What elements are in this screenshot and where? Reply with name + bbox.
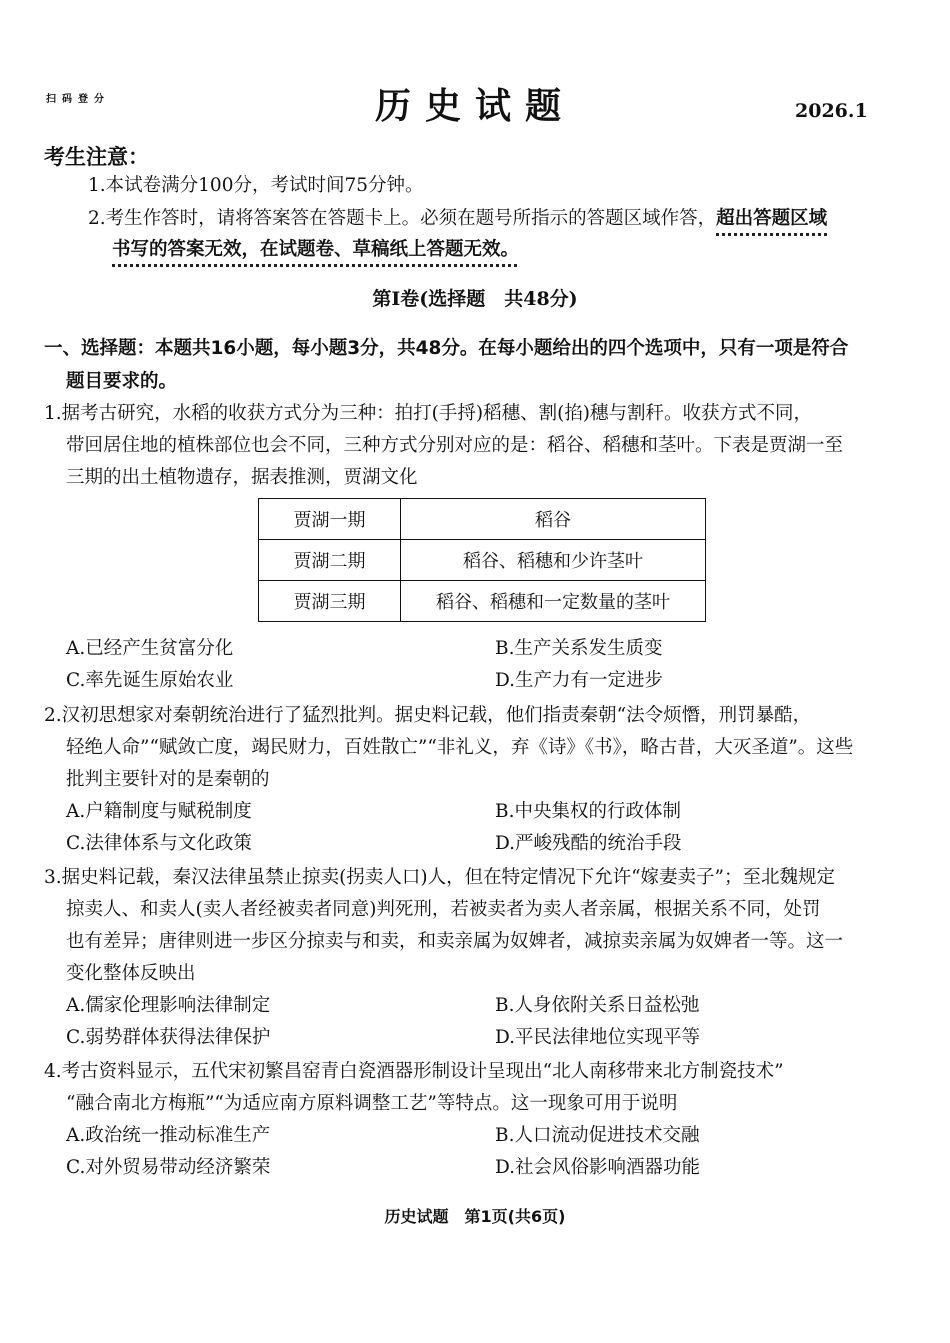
q4-stem-line-2: “融合南北方梅瓶”“为适应南方原料调整工艺”等特点。这一现象可用于说明 (66, 1093, 678, 1114)
notice-item-2-emphasis-b: 书写的答案无效，在试题卷、草稿纸上答题无效。 (112, 239, 520, 260)
section-title: 第Ⅰ卷(选择题 共48分) (372, 288, 578, 310)
q3-option-c: C.弱势群体获得法律保护 (66, 1027, 271, 1048)
page-footer: 历史试题 第1页(共6页) (384, 1207, 566, 1226)
notice-item-2 (88, 203, 827, 234)
page-title: 历史试题 (374, 85, 575, 127)
table-cell-remains: 稻谷 (401, 499, 706, 540)
q4-option-d: D.社会风俗影响酒器功能 (495, 1157, 701, 1178)
instructions-line-2: 题目要求的。 (66, 371, 178, 392)
table-row (259, 499, 706, 540)
q3-stem-line-4: 变化整体反映出 (66, 963, 196, 984)
table-cell-period: 贾湖三期 (259, 581, 401, 622)
notice-item-2-text: 2.考生作答时，请将答案答在答题卡上。必须在题号所指示的答题区域作答， (88, 208, 717, 229)
q2-stem-line-1: 2.汉初思想家对秦朝统治进行了猛烈批判。据史料记载，他们指责秦朝“法令烦憯，刑罚暴酷， (44, 705, 812, 726)
instructions-line-1: 一、选择题：本题共16小题，每小题3分，共48分。在每小题给出的四个选项中，只有一项是符合 (44, 338, 849, 359)
q4-option-a: A.政治统一推动标准生产 (66, 1125, 271, 1146)
q3-stem-line-3: 也有差异；唐律则进一步区分掠卖与和卖，和卖亲属为奴婢者，减掠卖亲属为奴婢者一等。这一 (66, 931, 844, 952)
q4-option-c: C.对外贸易带动经济繁荣 (66, 1157, 271, 1178)
q3-option-d: D.平民法律地位实现平等 (495, 1027, 701, 1048)
q1-option-c: C.率先诞生原始农业 (66, 670, 234, 691)
q2-stem-line-2: 轻绝人命”“赋敛亡度，竭民财力，百姓散亡”“非礼义，弃《诗》《书》，略古昔，大灭圣道”。这些 (66, 737, 854, 758)
notice-heading: 考生注意： (44, 145, 149, 169)
notice-item-2-emphasis-a: 超出答题区域 (716, 208, 828, 229)
q4-option-b: B.人口流动促进技术交融 (495, 1125, 700, 1146)
q1-stem-line-3: 三期的出土植物遗存，据表推测，贾湖文化 (66, 467, 418, 488)
q1-stem-line-1: 1.据考古研究，水稻的收获方式分为三种：拍打(手捋)稻穗、割(掐)穗与割秆。收获方式不同， (44, 403, 813, 424)
table-cell-remains: 稻谷、稻穗和少许茎叶 (401, 540, 706, 581)
q2-option-d: D.严峻残酷的统治手段 (495, 833, 682, 854)
table-cell-remains: 稻谷、稻穗和一定数量的茎叶 (401, 581, 706, 622)
q1-option-b: B.生产关系发生质变 (495, 638, 663, 659)
q1-remains-table (258, 498, 706, 622)
q1-option-a: A.已经产生贫富分化 (66, 638, 234, 659)
table-row (259, 581, 706, 622)
q2-option-a: A.户籍制度与赋税制度 (66, 801, 252, 822)
q3-stem-line-1: 3.据史料记载，秦汉法律虽禁止掠卖(拐卖人口)人，但在特定情况下允许“嫁妻卖子”；至北魏规定 (44, 867, 836, 888)
q3-option-b: B.人身依附关系日益松弛 (495, 995, 700, 1016)
scan-score-label: 扫码登分 (46, 94, 110, 105)
table-cell-period: 贾湖一期 (259, 499, 401, 540)
q3-option-a: A.儒家伦理影响法律制定 (66, 995, 271, 1016)
exam-date: 2026.1 (795, 100, 868, 122)
q1-option-d: D.生产力有一定进步 (495, 670, 664, 691)
notice-item-1: 1.本试卷满分100分，考试时间75分钟。 (88, 175, 424, 196)
q2-stem-line-3: 批判主要针对的是秦朝的 (66, 769, 270, 790)
table-cell-period: 贾湖二期 (259, 540, 401, 581)
q1-stem-line-2: 带回居住地的植株部位也会不同，三种方式分别对应的是：稻谷、稻穗和茎叶。下表是贾湖一至 (66, 435, 844, 456)
q2-option-b: B.中央集权的行政体制 (495, 801, 681, 822)
table-row (259, 540, 706, 581)
q3-stem-line-2: 掠卖人、和卖人(卖人者经被卖者同意)判死刑，若被卖者为卖人者亲属，根据关系不同，处罚 (66, 899, 821, 920)
q4-stem-line-1: 4.考古资料显示，五代宋初繁昌窑青白瓷酒器形制设计呈现出“北人南移带来北方制瓷技术” (44, 1061, 784, 1082)
q2-option-c: C.法律体系与文化政策 (66, 833, 252, 854)
